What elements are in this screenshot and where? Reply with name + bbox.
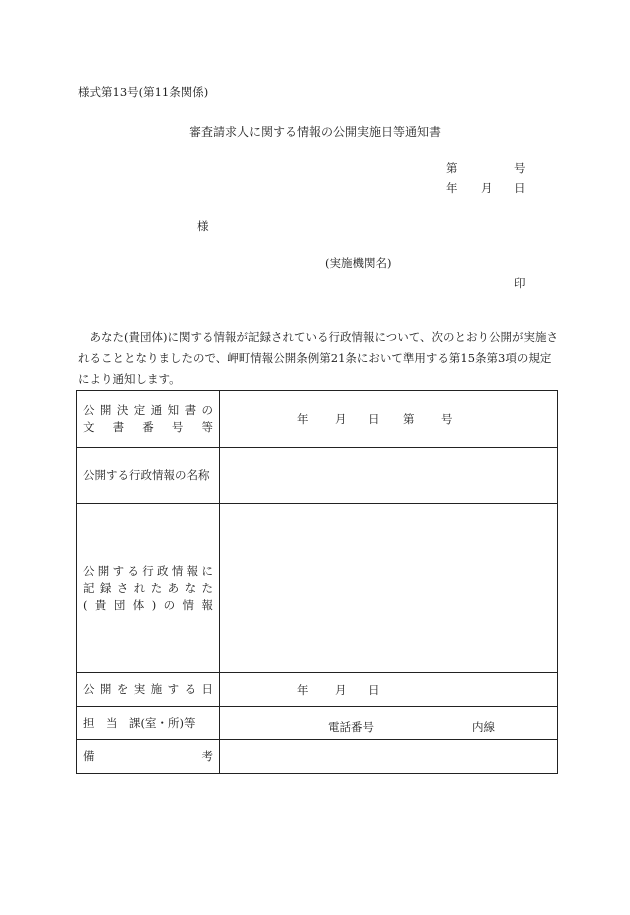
document-title: 審査請求人に関する情報の公開実施日等通知書 [189,125,442,139]
row-label [77,740,220,774]
label-line: 担 当 課(室・所)等 [83,715,196,730]
form-number: 様式第13号(第11条関係) [78,85,209,99]
remarks-value-cell[interactable] [220,740,558,774]
date-year: 年 [446,181,458,195]
label-line: 公開する行政情報の名称 [83,468,210,482]
issuing-agency: (実施機関名) [325,256,392,270]
value-day: 日 [368,682,380,697]
notice-info-table [76,390,558,774]
table-row-remarks [77,740,558,774]
addressee-honorific: 様 [197,219,209,233]
value-year: 年 [297,682,309,697]
row-label [77,673,220,707]
seal-mark: 印 [514,276,526,290]
label-line: 公開を実施する日 [83,682,213,696]
extension-label: 内線 [472,720,495,734]
row-label [77,707,220,740]
recorded-info-value-cell[interactable] [220,504,558,673]
table-row-department [77,707,558,740]
label-line: (貴団体)の情報 [83,597,213,612]
row-label [77,448,220,504]
row-label [77,391,220,448]
decision-number-value-cell[interactable] [220,391,558,448]
value-go: 号 [441,412,453,426]
value-year: 年 [297,412,309,426]
date-day: 日 [514,181,526,195]
label-line: 公開決定通知書の [83,403,213,417]
table-row-recorded-info [77,504,558,673]
reference-dai: 第 [446,161,458,175]
table-row-decision-number [77,391,558,448]
reference-go: 号 [514,161,526,175]
value-dai: 第 [403,412,415,426]
date-month: 月 [481,181,493,195]
label-line: 文 書 番 号 等 [83,420,213,434]
phone-number-label: 電話番号 [328,720,374,734]
department-value-cell[interactable] [220,707,558,740]
notice-body-text: あなた(貴団体)に関する情報が記録されている行政情報について、次のとおり公開が実施されることとなりましたので、岬町情報公開条例第21条において準用する第15条第3項の規定により通知します。 [78,330,559,386]
label-line: 記録されたあなた [83,580,213,595]
value-month: 月 [335,682,347,697]
table-row-implementation-date [77,673,558,707]
value-day: 日 [368,412,380,426]
value-month: 月 [335,412,347,426]
label-line: 公開する行政情報に [83,563,213,578]
table-row-info-name [77,448,558,504]
row-label [77,504,220,673]
label-line: 備 考 [83,749,213,763]
implementation-date-value-cell[interactable] [220,673,558,707]
info-name-value-cell[interactable] [220,448,558,504]
